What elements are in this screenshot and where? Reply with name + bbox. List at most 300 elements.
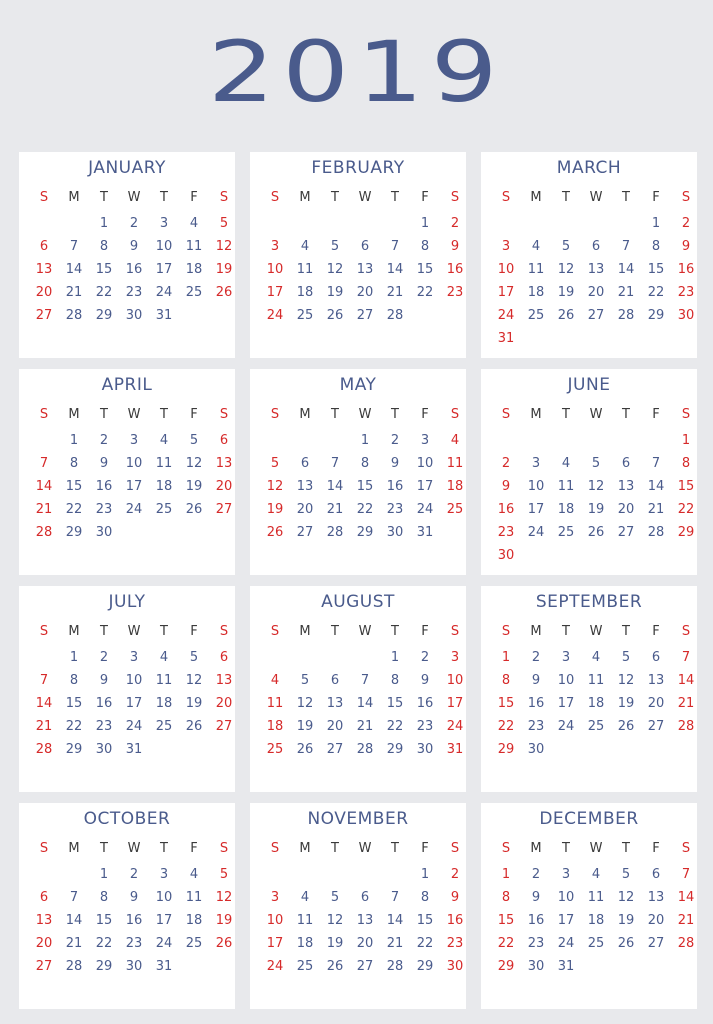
- weekday-label: M: [68, 407, 80, 422]
- day-cell: 28: [386, 959, 404, 974]
- day-cell: 23: [125, 936, 143, 951]
- month-name: AUGUST: [321, 592, 395, 612]
- day-cell: 3: [270, 890, 280, 905]
- day-cell: 19: [617, 696, 635, 711]
- day-cell: 14: [617, 262, 635, 277]
- day-cell: 16: [446, 262, 464, 277]
- day-cell: 19: [617, 913, 635, 928]
- month-july: [19, 586, 235, 792]
- weekday-label: T: [622, 624, 630, 639]
- month-january: [19, 152, 235, 358]
- day-cell: 28: [677, 719, 695, 734]
- empty-cell: [260, 212, 290, 235]
- day-cell: 29: [497, 959, 515, 974]
- month-may: [250, 369, 466, 575]
- month-name: JANUARY: [88, 158, 166, 178]
- empty-cell: [260, 429, 290, 452]
- month-days: [491, 429, 701, 567]
- day-cell: 27: [326, 742, 344, 757]
- day-cell: 7: [39, 673, 49, 688]
- weekday-header: [491, 620, 701, 644]
- weekday-header: [260, 837, 470, 861]
- day-cell: 5: [300, 673, 310, 688]
- weekday-label: M: [530, 624, 542, 639]
- day-cell: 30: [497, 548, 515, 563]
- day-cell: 25: [296, 308, 314, 323]
- month-days: [260, 863, 470, 978]
- day-cell: 8: [651, 239, 661, 254]
- day-cell: 19: [215, 913, 233, 928]
- day-cell: 19: [266, 502, 284, 517]
- week-row: [260, 955, 470, 978]
- weekday-label: S: [39, 190, 49, 205]
- day-cell: 18: [296, 936, 314, 951]
- day-cell: 25: [446, 502, 464, 517]
- day-cell: 11: [587, 890, 605, 905]
- day-cell: 5: [591, 456, 601, 471]
- day-cell: 17: [125, 479, 143, 494]
- day-cell: 26: [185, 502, 203, 517]
- weekday-label: T: [562, 841, 570, 856]
- week-row: [491, 863, 701, 886]
- day-cell: 4: [159, 650, 169, 665]
- weekday-label: T: [331, 407, 339, 422]
- weekday-label: F: [652, 624, 660, 639]
- month-days: [260, 212, 470, 327]
- weekday-label: F: [421, 407, 429, 422]
- empty-cell: [380, 212, 410, 235]
- day-cell: 15: [647, 262, 665, 277]
- day-cell: 29: [497, 742, 515, 757]
- day-cell: 16: [95, 696, 113, 711]
- day-cell: 12: [266, 479, 284, 494]
- week-row: [491, 715, 701, 738]
- day-cell: 13: [296, 479, 314, 494]
- weekday-label: W: [127, 841, 141, 856]
- empty-cell: [290, 429, 320, 452]
- day-cell: 29: [647, 308, 665, 323]
- day-cell: 3: [129, 650, 139, 665]
- day-cell: 17: [446, 696, 464, 711]
- weekday-label: M: [299, 190, 311, 205]
- week-row: [260, 235, 470, 258]
- day-cell: 3: [159, 216, 169, 231]
- day-cell: 27: [587, 308, 605, 323]
- month-march: [481, 152, 697, 358]
- weekday-label: W: [589, 190, 603, 205]
- weekday-label: S: [39, 841, 49, 856]
- day-cell: 20: [35, 285, 53, 300]
- week-row: [260, 909, 470, 932]
- day-cell: 4: [300, 239, 310, 254]
- weekday-label: S: [219, 841, 229, 856]
- day-cell: 19: [215, 262, 233, 277]
- day-cell: 29: [65, 525, 83, 540]
- day-cell: 9: [99, 456, 109, 471]
- day-cell: 10: [266, 913, 284, 928]
- day-cell: 26: [587, 525, 605, 540]
- day-cell: 3: [420, 433, 430, 448]
- weekday-label: T: [331, 624, 339, 639]
- empty-cell: [611, 429, 641, 452]
- day-cell: 9: [450, 239, 460, 254]
- weekday-label: S: [501, 841, 511, 856]
- day-cell: 2: [531, 650, 541, 665]
- day-cell: 1: [69, 650, 79, 665]
- day-cell: 5: [189, 433, 199, 448]
- day-cell: 17: [125, 696, 143, 711]
- day-cell: 4: [450, 433, 460, 448]
- day-cell: 30: [527, 742, 545, 757]
- week-row: [491, 258, 701, 281]
- day-cell: 24: [266, 308, 284, 323]
- day-cell: 20: [326, 719, 344, 734]
- day-cell: 21: [35, 502, 53, 517]
- weekday-label: F: [421, 841, 429, 856]
- day-cell: 17: [497, 285, 515, 300]
- day-cell: 7: [390, 890, 400, 905]
- weekday-label: S: [270, 190, 280, 205]
- day-cell: 12: [215, 890, 233, 905]
- day-cell: 25: [527, 308, 545, 323]
- day-cell: 13: [35, 262, 53, 277]
- empty-cell: [260, 863, 290, 886]
- day-cell: 1: [501, 867, 511, 882]
- day-cell: 1: [420, 867, 430, 882]
- day-cell: 16: [386, 479, 404, 494]
- weekday-label: T: [391, 624, 399, 639]
- week-row: [491, 327, 701, 350]
- day-cell: 15: [497, 696, 515, 711]
- day-cell: 15: [677, 479, 695, 494]
- day-cell: 9: [390, 456, 400, 471]
- day-cell: 11: [266, 696, 284, 711]
- day-cell: 8: [99, 890, 109, 905]
- week-row: [491, 452, 701, 475]
- weekday-label: T: [100, 841, 108, 856]
- week-row: [491, 669, 701, 692]
- day-cell: 26: [185, 719, 203, 734]
- weekday-label: W: [589, 407, 603, 422]
- weekday-label: S: [501, 407, 511, 422]
- day-cell: 19: [296, 719, 314, 734]
- day-cell: 6: [219, 433, 229, 448]
- day-cell: 20: [617, 502, 635, 517]
- day-cell: 2: [531, 867, 541, 882]
- week-row: [491, 909, 701, 932]
- month-december: [481, 803, 697, 1009]
- day-cell: 22: [95, 285, 113, 300]
- day-cell: 20: [356, 285, 374, 300]
- day-cell: 26: [326, 959, 344, 974]
- week-row: [260, 521, 470, 544]
- day-cell: 12: [215, 239, 233, 254]
- month-name: MAY: [339, 375, 377, 395]
- weekday-label: T: [391, 190, 399, 205]
- day-cell: 15: [497, 913, 515, 928]
- day-cell: 22: [416, 285, 434, 300]
- weekday-label: S: [501, 624, 511, 639]
- day-cell: 22: [647, 285, 665, 300]
- day-cell: 25: [557, 525, 575, 540]
- day-cell: 20: [215, 479, 233, 494]
- day-cell: 12: [617, 890, 635, 905]
- day-cell: 24: [416, 502, 434, 517]
- day-cell: 10: [557, 890, 575, 905]
- week-row: [260, 452, 470, 475]
- day-cell: 7: [390, 239, 400, 254]
- month-days: [29, 429, 239, 544]
- day-cell: 21: [65, 936, 83, 951]
- day-cell: 10: [497, 262, 515, 277]
- day-cell: 28: [356, 742, 374, 757]
- weekday-label: M: [530, 841, 542, 856]
- day-cell: 26: [617, 936, 635, 951]
- day-cell: 25: [185, 285, 203, 300]
- day-cell: 26: [266, 525, 284, 540]
- weekday-header: [260, 403, 470, 427]
- day-cell: 23: [416, 719, 434, 734]
- day-cell: 22: [356, 502, 374, 517]
- week-row: [29, 475, 239, 498]
- day-cell: 8: [99, 239, 109, 254]
- day-cell: 2: [99, 433, 109, 448]
- empty-cell: [29, 212, 59, 235]
- day-cell: 8: [420, 239, 430, 254]
- day-cell: 18: [587, 696, 605, 711]
- weekday-label: W: [358, 624, 372, 639]
- day-cell: 17: [155, 262, 173, 277]
- day-cell: 23: [446, 285, 464, 300]
- day-cell: 30: [125, 959, 143, 974]
- day-cell: 24: [266, 959, 284, 974]
- day-cell: 6: [651, 867, 661, 882]
- week-row: [260, 281, 470, 304]
- weekday-label: W: [127, 190, 141, 205]
- day-cell: 18: [527, 285, 545, 300]
- weekday-header: [29, 620, 239, 644]
- day-cell: 9: [420, 673, 430, 688]
- day-cell: 20: [296, 502, 314, 517]
- week-row: [260, 886, 470, 909]
- month-days: [491, 646, 701, 761]
- month-october: [19, 803, 235, 1009]
- weekday-label: M: [68, 190, 80, 205]
- day-cell: 16: [446, 913, 464, 928]
- day-cell: 8: [681, 456, 691, 471]
- day-cell: 12: [557, 262, 575, 277]
- day-cell: 3: [159, 867, 169, 882]
- day-cell: 27: [35, 959, 53, 974]
- day-cell: 29: [677, 525, 695, 540]
- day-cell: 23: [125, 285, 143, 300]
- day-cell: 29: [95, 308, 113, 323]
- day-cell: 24: [446, 719, 464, 734]
- day-cell: 25: [587, 936, 605, 951]
- day-cell: 19: [326, 936, 344, 951]
- day-cell: 10: [446, 673, 464, 688]
- weekday-label: W: [589, 624, 603, 639]
- week-row: [491, 475, 701, 498]
- day-cell: 13: [35, 913, 53, 928]
- weekday-label: T: [622, 407, 630, 422]
- day-cell: 6: [621, 456, 631, 471]
- day-cell: 6: [330, 673, 340, 688]
- day-cell: 28: [35, 742, 53, 757]
- day-cell: 23: [527, 719, 545, 734]
- day-cell: 1: [681, 433, 691, 448]
- day-cell: 23: [677, 285, 695, 300]
- day-cell: 17: [266, 936, 284, 951]
- empty-cell: [290, 212, 320, 235]
- day-cell: 2: [450, 216, 460, 231]
- day-cell: 21: [647, 502, 665, 517]
- day-cell: 29: [356, 525, 374, 540]
- weekday-label: S: [450, 841, 460, 856]
- day-cell: 14: [677, 673, 695, 688]
- day-cell: 31: [557, 959, 575, 974]
- month-days: [491, 863, 701, 978]
- day-cell: 22: [677, 502, 695, 517]
- day-cell: 24: [155, 285, 173, 300]
- day-cell: 13: [617, 479, 635, 494]
- day-cell: 19: [557, 285, 575, 300]
- day-cell: 18: [446, 479, 464, 494]
- day-cell: 27: [617, 525, 635, 540]
- day-cell: 5: [189, 650, 199, 665]
- weekday-header: [29, 186, 239, 210]
- week-row: [29, 646, 239, 669]
- weekday-label: F: [652, 841, 660, 856]
- day-cell: 16: [95, 479, 113, 494]
- day-cell: 31: [416, 525, 434, 540]
- weekday-label: T: [100, 624, 108, 639]
- day-cell: 12: [185, 456, 203, 471]
- week-row: [29, 258, 239, 281]
- day-cell: 22: [416, 936, 434, 951]
- day-cell: 10: [527, 479, 545, 494]
- empty-cell: [350, 646, 380, 669]
- day-cell: 22: [95, 936, 113, 951]
- week-row: [260, 646, 470, 669]
- day-cell: 3: [450, 650, 460, 665]
- day-cell: 6: [360, 890, 370, 905]
- day-cell: 7: [681, 867, 691, 882]
- day-cell: 14: [326, 479, 344, 494]
- week-row: [491, 212, 701, 235]
- day-cell: 18: [155, 479, 173, 494]
- day-cell: 23: [95, 719, 113, 734]
- day-cell: 7: [360, 673, 370, 688]
- day-cell: 29: [95, 959, 113, 974]
- weekday-label: W: [127, 624, 141, 639]
- month-name: FEBRUARY: [311, 158, 405, 178]
- month-name: DECEMBER: [539, 809, 639, 829]
- day-cell: 6: [39, 239, 49, 254]
- day-cell: 18: [155, 696, 173, 711]
- day-cell: 4: [270, 673, 280, 688]
- day-cell: 24: [155, 936, 173, 951]
- empty-cell: [29, 429, 59, 452]
- day-cell: 13: [215, 456, 233, 471]
- day-cell: 21: [326, 502, 344, 517]
- month-name: MARCH: [556, 158, 622, 178]
- day-cell: 6: [219, 650, 229, 665]
- day-cell: 5: [219, 216, 229, 231]
- empty-cell: [350, 212, 380, 235]
- day-cell: 1: [501, 650, 511, 665]
- week-row: [260, 429, 470, 452]
- month-name: NOVEMBER: [307, 809, 409, 829]
- calendar-grid: [19, 152, 696, 1010]
- week-row: [260, 475, 470, 498]
- week-row: [29, 452, 239, 475]
- weekday-label: F: [190, 841, 198, 856]
- day-cell: 25: [296, 959, 314, 974]
- month-name: OCTOBER: [83, 809, 171, 829]
- day-cell: 12: [185, 673, 203, 688]
- day-cell: 7: [69, 239, 79, 254]
- weekday-label: T: [562, 624, 570, 639]
- day-cell: 8: [501, 890, 511, 905]
- week-row: [491, 235, 701, 258]
- day-cell: 30: [386, 525, 404, 540]
- month-days: [260, 429, 470, 544]
- day-cell: 27: [215, 502, 233, 517]
- day-cell: 20: [647, 913, 665, 928]
- day-cell: 11: [185, 239, 203, 254]
- empty-cell: [350, 863, 380, 886]
- week-row: [29, 955, 239, 978]
- day-cell: 22: [497, 936, 515, 951]
- week-row: [491, 692, 701, 715]
- month-name: SEPTEMBER: [535, 592, 643, 612]
- day-cell: 30: [677, 308, 695, 323]
- weekday-label: T: [331, 841, 339, 856]
- week-row: [29, 909, 239, 932]
- weekday-label: W: [358, 841, 372, 856]
- empty-cell: [581, 212, 611, 235]
- day-cell: 22: [386, 719, 404, 734]
- day-cell: 20: [647, 696, 665, 711]
- weekday-label: W: [589, 841, 603, 856]
- day-cell: 16: [677, 262, 695, 277]
- week-row: [29, 886, 239, 909]
- day-cell: 2: [501, 456, 511, 471]
- weekday-label: S: [270, 624, 280, 639]
- day-cell: 3: [129, 433, 139, 448]
- day-cell: 30: [446, 959, 464, 974]
- day-cell: 1: [420, 216, 430, 231]
- empty-cell: [320, 863, 350, 886]
- weekday-header: [29, 837, 239, 861]
- day-cell: 17: [557, 913, 575, 928]
- day-cell: 25: [266, 742, 284, 757]
- day-cell: 29: [65, 742, 83, 757]
- weekday-label: S: [270, 407, 280, 422]
- day-cell: 1: [99, 216, 109, 231]
- month-name: JULY: [108, 592, 146, 612]
- day-cell: 9: [129, 890, 139, 905]
- empty-cell: [491, 212, 521, 235]
- day-cell: 25: [155, 719, 173, 734]
- weekday-label: T: [622, 841, 630, 856]
- weekday-label: S: [450, 190, 460, 205]
- weekday-label: M: [530, 190, 542, 205]
- day-cell: 2: [129, 867, 139, 882]
- day-cell: 4: [561, 456, 571, 471]
- weekday-label: S: [219, 190, 229, 205]
